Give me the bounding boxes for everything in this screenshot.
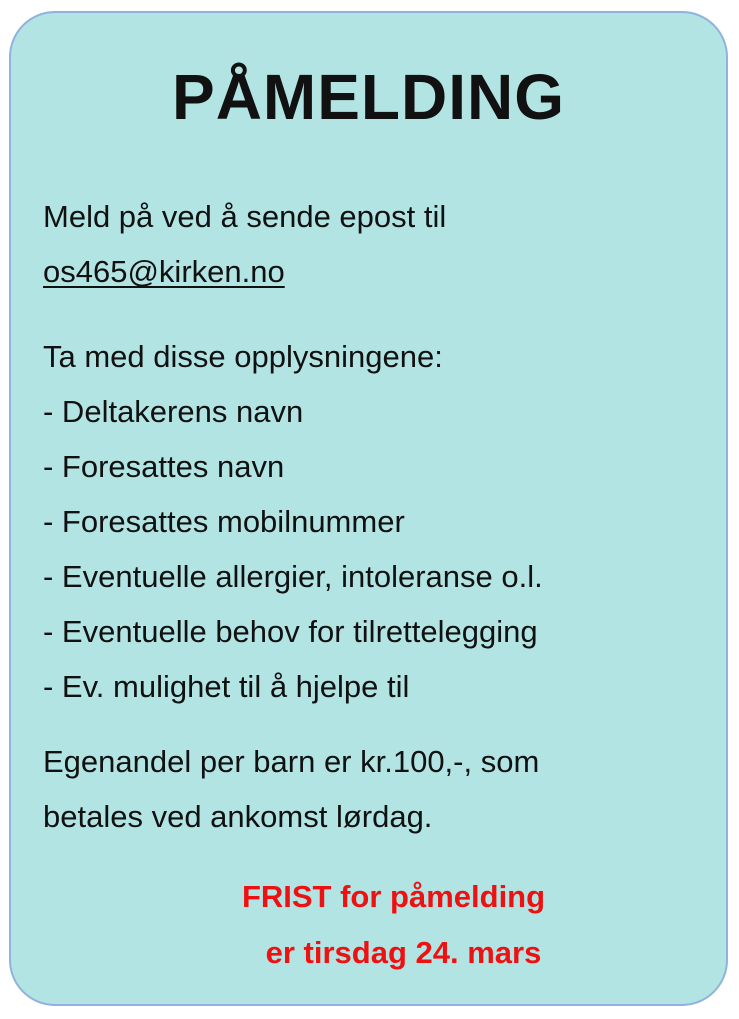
- intro-section: [43, 189, 706, 299]
- intro-text: Meld på ved å sende epost til: [43, 199, 447, 234]
- list-item: - Ev. mulighet til å hjelpe til: [43, 669, 410, 704]
- page-title: PÅMELDING: [172, 61, 565, 133]
- deadline-notice: [11, 869, 726, 981]
- fee-section: [43, 734, 706, 844]
- email-line: [43, 244, 706, 299]
- info-section: [43, 329, 706, 714]
- info-heading: Ta med disse opplysningene:: [43, 339, 443, 374]
- list-item: - Foresattes navn: [43, 449, 285, 484]
- signup-card: [9, 11, 728, 1006]
- email-link[interactable]: os465@kirken.no: [43, 254, 285, 289]
- fee-text-line-1: Egenandel per barn er kr.100,-, som: [43, 744, 540, 779]
- list-item: - Deltakerens navn: [43, 394, 304, 429]
- deadline-line-1: FRIST for påmelding: [241, 879, 546, 914]
- list-item: - Eventuelle allergier, intoleranse o.l.: [43, 559, 543, 594]
- list-item: - Foresattes mobilnummer: [43, 504, 405, 539]
- deadline-line-2: er tirsdag 24. mars: [265, 935, 542, 970]
- fee-text-line-2: betales ved ankomst lørdag.: [43, 799, 433, 834]
- list-item: - Eventuelle behov for tilrettelegging: [43, 614, 538, 649]
